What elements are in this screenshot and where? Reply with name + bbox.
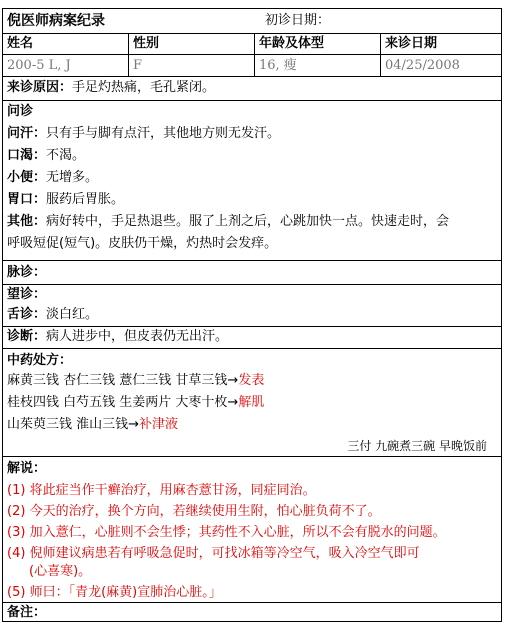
prescription-title: 中药处方： xyxy=(7,353,73,368)
reason-line xyxy=(7,79,215,97)
item-number: (2) xyxy=(7,504,26,519)
diagnosis-line xyxy=(7,328,228,346)
patient-header-row xyxy=(3,34,501,55)
patient-sex-value: F xyxy=(133,58,143,73)
patient-values-row xyxy=(3,55,501,77)
arrow-icon: → xyxy=(128,417,140,432)
notes-label: 备注： xyxy=(7,605,47,620)
visit-date-header: 来诊日期 xyxy=(385,36,438,51)
first-visit-date-label: 初诊日期： xyxy=(265,13,331,28)
herbs-2: 桂枝四钱 白芍五钱 生姜两片 大枣十枚 xyxy=(7,395,228,410)
stomach-label: 胃口： xyxy=(7,192,47,207)
patient-name-value: 200-5 L, J xyxy=(7,58,71,73)
thirst-line xyxy=(7,147,85,165)
other-line xyxy=(7,213,449,231)
explanation-item-2 xyxy=(7,503,381,521)
other-label: 其他： xyxy=(7,214,47,229)
thirst-label: 口渴： xyxy=(7,148,47,163)
tongue-line xyxy=(7,306,98,324)
name-header: 姓名 xyxy=(7,36,34,51)
explanation-title: 解说： xyxy=(7,461,47,476)
tongue-text: 淡白红。 xyxy=(46,307,99,322)
arrow-icon: → xyxy=(227,395,239,410)
pulse-row xyxy=(3,261,501,285)
diagnosis-row xyxy=(3,327,501,349)
effect-2: 解肌 xyxy=(238,395,265,410)
title-row xyxy=(3,9,501,34)
item-text: 倪师建议病患若有呼吸急促时，可找冰箱等冷空气，吸入冷空气即可 xyxy=(29,546,420,561)
item-number: (5) xyxy=(7,585,26,600)
inspection-section xyxy=(3,285,501,327)
sweat-text: 只有手与脚有点汗，其他地方则无发汗。 xyxy=(46,126,281,141)
sex-header: 性别 xyxy=(133,36,160,51)
herbs-3: 山茱萸三钱 淮山三钱 xyxy=(7,417,129,432)
item-text: 加入薏仁，心脏则不会生悸；其药性不入心脏，所以不会有脱水的问题。 xyxy=(29,525,446,540)
reason-label: 来诊原因： xyxy=(7,80,73,95)
prescription-line-2 xyxy=(7,394,264,412)
explanation-item-5 xyxy=(7,584,222,602)
prescription-section xyxy=(3,349,501,457)
medical-record-form xyxy=(2,8,502,622)
explanation-item-3 xyxy=(7,524,446,542)
diagnosis-text: 病人进步中，但皮表仍无出汗。 xyxy=(46,329,229,344)
inquiry-title: 问诊 xyxy=(7,104,34,119)
urine-line xyxy=(7,169,98,187)
reason-row xyxy=(3,77,501,101)
item-text: 师曰：「青龙(麻黄)宣肺治心脏。」 xyxy=(29,585,222,600)
other-text-1: 病好转中，手足热退些。服了上剂之后，心跳加快一点。快速走时，会 xyxy=(46,214,450,229)
stomach-text: 服药后胃胀。 xyxy=(46,192,125,207)
age-build-header: 年龄及体型 xyxy=(259,36,325,51)
arrow-icon: → xyxy=(227,373,239,388)
record-title: 倪医师病案纪录 xyxy=(7,13,105,29)
sweat-label: 问汗： xyxy=(7,126,47,141)
thirst-text: 不渴。 xyxy=(46,148,86,163)
patient-age-value: 16, 瘦 xyxy=(259,58,297,73)
explanation-item-4 xyxy=(7,545,420,563)
pulse-label: 脉诊： xyxy=(7,265,47,280)
herbs-1: 麻黄三钱 杏仁三钱 薏仁三钱 甘草三钱 xyxy=(7,373,228,388)
inspection-label: 望诊： xyxy=(7,287,47,302)
explanation-item-1 xyxy=(7,482,316,500)
item-text: 今天的治疗，换个方向，若继续使用生附，怕心脏负荷不了。 xyxy=(29,504,381,519)
item-text: 将此症当作干癣治疗，用麻杏薏甘汤，同症同治。 xyxy=(29,483,316,498)
other-text-2: 呼吸短促(短气)。皮肤仍干燥，灼热时会发痒。 xyxy=(7,236,278,251)
sweat-line xyxy=(7,125,280,143)
explanation-section xyxy=(3,457,501,603)
prescription-line-3 xyxy=(7,416,178,434)
inquiry-section xyxy=(3,101,501,261)
item-number: (4) xyxy=(7,546,26,561)
urine-label: 小便： xyxy=(7,170,47,185)
diagnosis-label: 诊断： xyxy=(7,329,47,344)
urine-text: 无增多。 xyxy=(46,170,99,185)
effect-3: 补津液 xyxy=(139,417,179,432)
patient-visit-date-value: 04/25/2008 xyxy=(385,58,460,73)
explanation-item-4-cont: (心喜寒)。 xyxy=(29,564,92,579)
tongue-label: 舌诊： xyxy=(7,307,47,322)
effect-1: 发表 xyxy=(238,373,265,388)
notes-row xyxy=(3,603,501,621)
item-number: (1) xyxy=(7,483,26,498)
reason-text: 手足灼热痛，毛孔紧闭。 xyxy=(72,80,216,95)
stomach-line xyxy=(7,191,124,209)
item-number: (3) xyxy=(7,525,26,540)
dosage-note: 三付 九碗煮三碗 早晚饭前 xyxy=(347,439,487,453)
prescription-line-1 xyxy=(7,372,264,390)
